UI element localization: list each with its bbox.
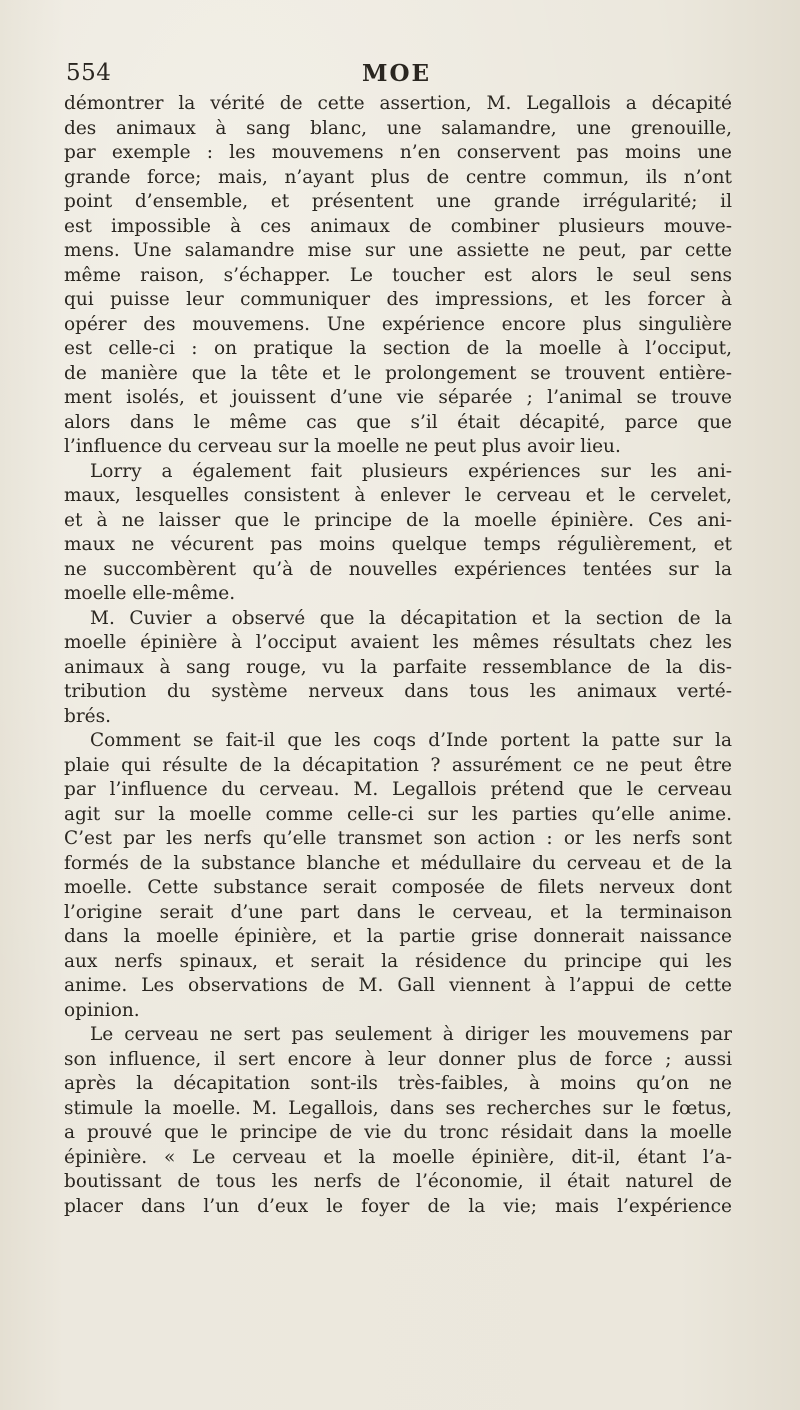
text-line: maux ne vécurent pas moins quelque temps régulièrement, et	[64, 534, 732, 555]
body-text	[64, 92, 732, 1219]
text-line: ne succombèrent qu’à de nouvelles expériences tentées sur la	[64, 558, 732, 580]
text-line: brés.	[64, 705, 112, 727]
text-line: stimule la moelle. M. Legallois, dans ses recherches sur le fœtus,	[64, 1097, 732, 1119]
text-line: par l’influence du cerveau. M. Legallois prétend que le cerveau	[64, 779, 732, 800]
text-line: mens. Une salamandre mise sur une assiette ne peut, par cette	[64, 240, 732, 261]
page-header	[66, 60, 730, 94]
text-line: opérer des mouvemens. Une expérience encore plus singulière	[64, 313, 732, 335]
text-line: Comment se fait-il que les coqs d’Inde portent la patte sur la	[90, 730, 732, 751]
text-line: des animaux à sang blanc, une salamandre, une grenouille,	[64, 117, 732, 139]
text-line: placer dans l’un d’eux le foyer de la vie; mais l’expérience	[64, 1195, 732, 1217]
text-line: maux, lesquelles consistent à enlever le cerveau et le cervelet,	[64, 485, 732, 506]
text-line: moelle. Cette substance serait composée de filets nerveux dont	[64, 877, 732, 898]
text-line: formés de la substance blanche et médullaire du cerveau et de la	[64, 852, 732, 874]
text-line: et à ne laisser que le principe de la moelle épinière. Ces ani-	[64, 509, 732, 531]
text-line: dans la moelle épinière, et la partie grise donnerait naissance	[64, 926, 732, 947]
text-line: est impossible à ces animaux de combiner plusieurs mouve-	[64, 215, 732, 237]
text-line: aux nerfs spinaux, et serait la résidence du principe qui les	[64, 950, 732, 972]
text-line: moelle épinière à l’occiput avaient les mêmes résultats chez les	[64, 632, 732, 653]
text-line: qui puisse leur communiquer des impressions, et les forcer à	[64, 289, 732, 310]
text-line: de manière que la tête et le prolongement se trouvent entière-	[64, 362, 732, 384]
text-line: l’influence du cerveau sur la moelle ne peut plus avoir lieu.	[64, 436, 621, 457]
text-line: moelle elle-même.	[64, 583, 236, 604]
text-line: l’origine serait d’une part dans le cerveau, et la terminaison	[64, 901, 732, 923]
text-line: Lorry a également fait plusieurs expériences sur les ani-	[90, 460, 732, 482]
text-line: même raison, s’échapper. Le toucher est alors le seul sens	[64, 264, 732, 286]
text-line: point d’ensemble, et présentent une grande irrégularité; il	[64, 191, 732, 212]
text-line: agit sur la moelle comme celle-ci sur les parties qu’elle anime.	[64, 803, 732, 825]
running-head: MOE	[362, 60, 432, 87]
text-line: démontrer la vérité de cette assertion, M. Legallois a décapité	[64, 93, 732, 114]
text-line: est celle-ci : on pratique la section de la moelle à l’occiput,	[64, 338, 732, 359]
text-line: grande force; mais, n’ayant plus de centre commun, ils n’ont	[64, 166, 732, 188]
text-line: par exemple : les mouvemens n’en conservent pas moins une	[64, 142, 732, 163]
text-line: tribution du système nerveux dans tous les animaux verté-	[64, 681, 732, 702]
page-number: 554	[66, 60, 112, 86]
text-line: opinion.	[64, 999, 140, 1021]
text-line: épinière. « Le cerveau et la moelle épinière, dit-il, étant l’a-	[64, 1146, 732, 1168]
text-line: boutissant de tous les nerfs de l’économie, il était naturel de	[64, 1171, 732, 1192]
text-line: après la décapitation sont-ils très-faibles, à moins qu’on ne	[64, 1073, 732, 1094]
text-line: C’est par les nerfs qu’elle transmet son action : or les nerfs sont	[64, 828, 732, 849]
text-line: son influence, il sert encore à leur donner plus de force ; aussi	[64, 1048, 732, 1070]
text-line: a prouvé que le principe de vie du tronc résidait dans la moelle	[64, 1122, 732, 1143]
text-line: animaux à sang rouge, vu la parfaite ressemblance de la dis-	[64, 656, 732, 678]
text-line: ment isolés, et jouissent d’une vie séparée ; l’animal se trouve	[64, 387, 732, 408]
text-line: plaie qui résulte de la décapitation ? assurément ce ne peut être	[64, 754, 732, 776]
text-line: alors dans le même cas que s’il était décapité, parce que	[64, 411, 732, 433]
text-line: M. Cuvier a observé que la décapitation et la section de la	[90, 607, 732, 629]
text-line: anime. Les observations de M. Gall viennent à l’appui de cette	[64, 975, 732, 996]
text-line: Le cerveau ne sert pas seulement à diriger les mouvemens par	[90, 1024, 732, 1045]
